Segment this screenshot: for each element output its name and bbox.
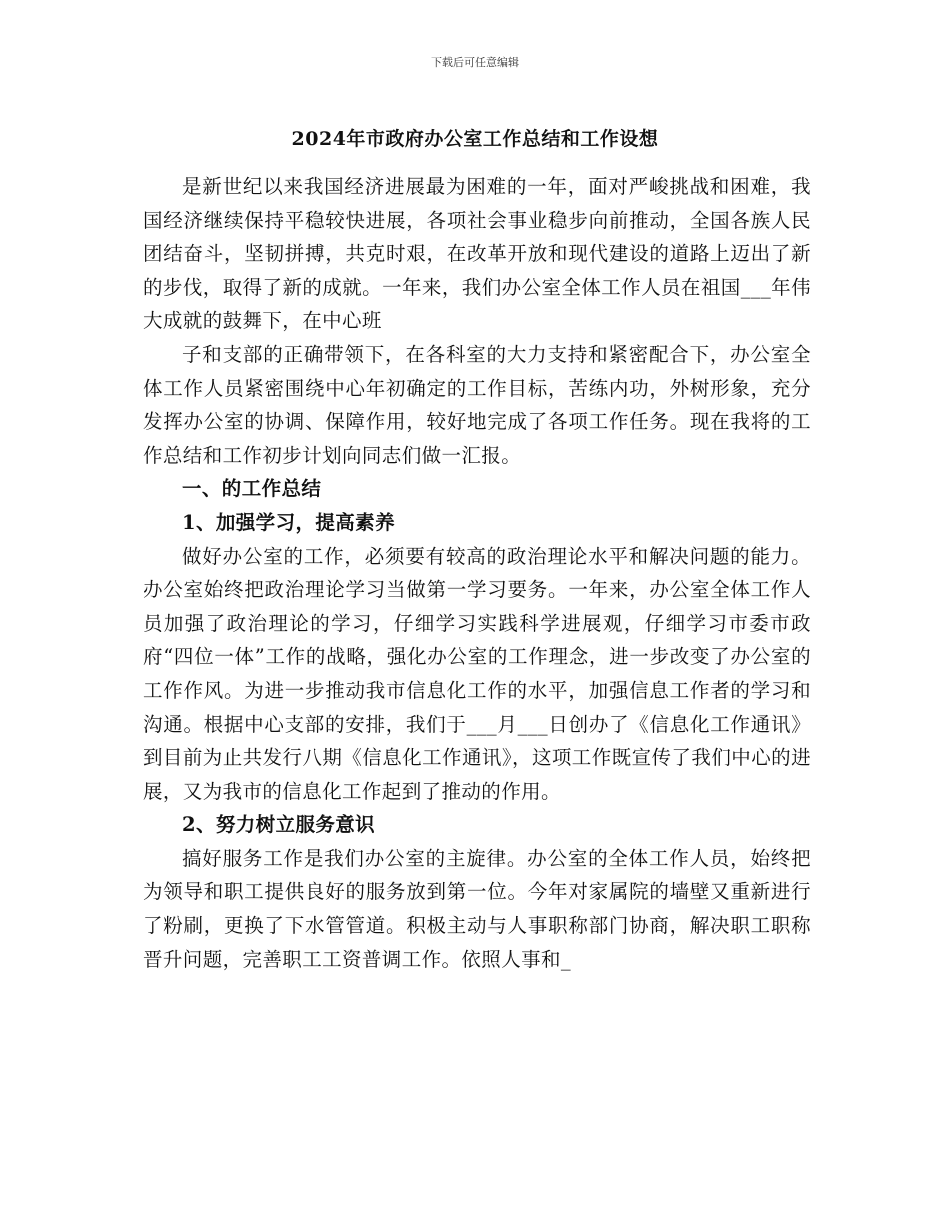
download-note: 下载后可任意编辑 [431, 56, 519, 69]
paragraph-study: 做好办公室的工作，必须要有较高的政治理论水平和解决问题的能力。办公室始终把政治理论学习当做第一学习要务。一年来，办公室全体工作人员加强了政治理论的学习，仔细学习实践科学进展观，仔细学习市委市政府“四位一体”工作的战略，强化办公室的工作理念，进一步改变了办公室的工作作风。为进一步推动我市信息化工作的水平，加强信息工作者的学习和沟通。根据中心支部的安排，我们于___月___日创办了《信息化工作通讯》到目前为止共发行八期《信息化工作通讯》，这项工作既宣传了我们中心的进展，又为我市的信息化工作起到了推动的作用。 [143, 544, 811, 803]
paragraph-intro: 是新世纪以来我国经济进展最为困难的一年，面对严峻挑战和困难，我国经济继续保持平稳较快进展，各项社会事业稳步向前推动，全国各族人民团结奋斗，坚韧拼搏，共克时艰，在改革开放和现代建设的道路上迈出了新的步伐，取得了新的成就。一年来，我们办公室全体工作人员在祖国___年伟大成就的鼓舞下，在中心班 [143, 175, 811, 333]
subheading-service: 2、努力树立服务意识 [182, 813, 376, 837]
document-title: 2024年市政府办公室工作总结和工作设想 [291, 128, 659, 150]
paragraph-service: 搞好服务工作是我们办公室的主旋律。办公室的全体工作人员，始终把为领导和职工提供良好的服务放到第一位。今年对家属院的墙壁又重新进行了粉刷，更换了下水管管道。积极主动与人事职称部门协商，解决职工职称晋升问题，完善职工工资普调工作。依照人事和_ [143, 846, 811, 971]
section-heading-summary: 一、的工作总结 [182, 477, 322, 501]
subheading-study: 1、加强学习，提高素养 [182, 510, 395, 534]
paragraph-intro-continued: 子和支部的正确带领下，在各科室的大力支持和紧密配合下，办公室全体工作人员紧密围绕中心年初确定的工作目标，苦练内功，外树形象，充分发挥办公室的协调、保障作用，较好地完成了各项工作任务。现在我将的工作总结和工作初步计划向同志们做一汇报。 [143, 342, 811, 467]
document-body [143, 170, 811, 976]
